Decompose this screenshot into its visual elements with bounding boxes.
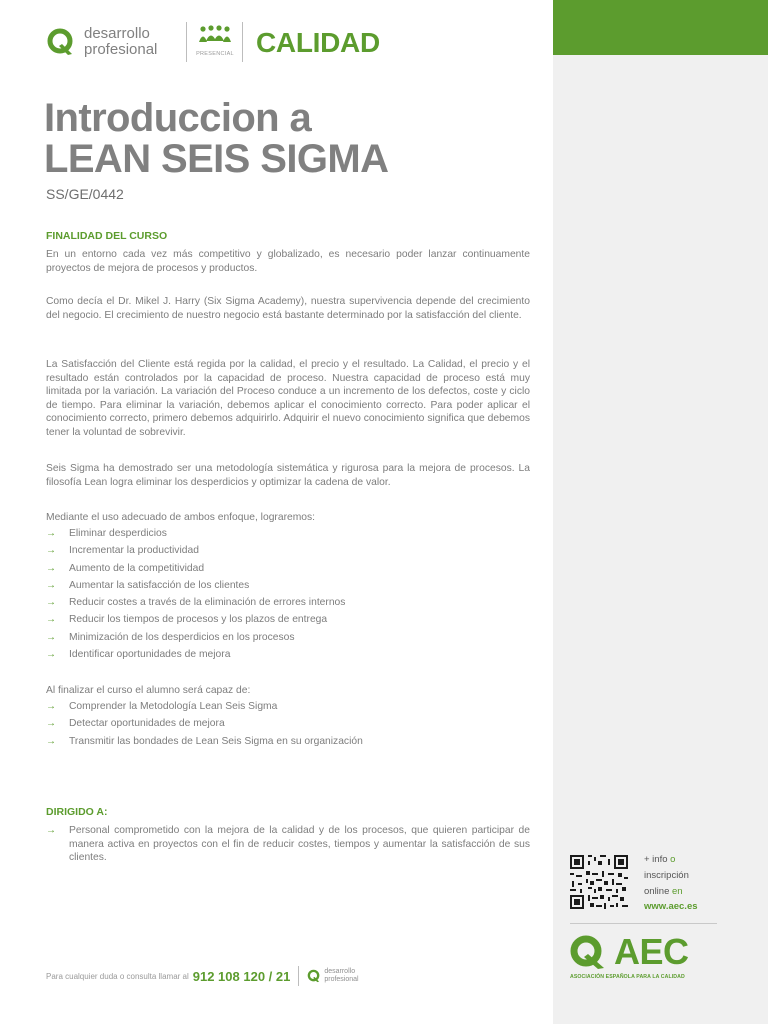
arrow-right-icon: → [46, 825, 56, 836]
q-logo-icon [46, 27, 76, 57]
people-group-icon [197, 24, 233, 44]
finalidad-paragraph: La Satisfacción del Cliente está regida por la calidad, el precio y el resultado. La Calidad, el precio y el resultado están controlados por la capacidad de proceso. Nuestra capacidad de proceso está muy limitada por la variación. La variación del Proceso conduce a un incremento de los defectos, coste y ciclo de tiempo. Para eliminar la variación, debemos aplicar el conocimiento correcto. Para poder aplicar el conocimiento correcto, primero debemos adquirirlo. Adquirir el nuevo conocimiento significa que debemos tener la voluntad de sobrevivir. [46, 359, 530, 438]
list-item: → Reducir los tiempos de procesos y los plazos de entrega [46, 611, 530, 628]
list-item: → Aumento de la competitividad [46, 560, 530, 577]
sidebar-divider [570, 923, 717, 924]
header-divider [242, 22, 243, 62]
outcomes-intro: Al finalizar el curso el alumno será capaz de: [46, 685, 251, 696]
arrow-right-icon: → [46, 735, 56, 747]
arrow-right-icon: → [46, 649, 56, 661]
arrow-right-icon: → [46, 701, 56, 712]
goals-intro: Mediante el uso adecuado de ambos enfoque, lograremos: [46, 512, 316, 523]
modality-badge [190, 24, 240, 57]
list-item: → Comprender la Metodología Lean Seis Sigma [46, 698, 530, 715]
footer [46, 966, 359, 986]
footer-phone[interactable]: 912 108 120 / 21 [192, 968, 291, 984]
finalidad-paragraph: Como decía el Dr. Mikel J. Harry (Six Sigma Academy), nuestra supervivencia depende del crecimiento del negocio. El crecimiento de nuestro negocio está bastante determinado por la satisfacción del cliente. [46, 296, 530, 321]
course-title [44, 98, 388, 180]
website-link[interactable]: www.aec.es [644, 901, 698, 913]
list-item: → Transmitir las bondades de Lean Seis Sigma en su organización [46, 733, 530, 750]
brand-line-2: profesional [84, 41, 158, 58]
info-plus: + info [644, 854, 668, 865]
footer-contact-text: Para cualquier duda o consulta llamar al [46, 971, 189, 981]
list-item: → Eliminar desperdicios [46, 525, 530, 542]
arrow-right-icon: → [46, 545, 56, 557]
course-title-line-1: Introduccion a [44, 96, 312, 140]
dirigido-heading: DIRIGIDO A: [46, 806, 108, 818]
arrow-right-icon: → [46, 579, 56, 591]
course-title-line-2: LEAN SEIS SIGMA [44, 137, 389, 181]
modality-label: PRESENCIAL [196, 51, 234, 57]
sidebar-accent-bar [553, 0, 768, 55]
info-o: o [667, 854, 676, 865]
brand-line-1: desarrollo [84, 25, 150, 42]
course-code: SS/GE/0442 [46, 186, 124, 202]
list-item: → Aumentar la satisfacción de los clientes [46, 577, 530, 594]
info-inscripcion: inscripción [644, 869, 689, 881]
aec-wordmark: AEC [614, 931, 689, 972]
footer-logo-line-2: profesional [324, 976, 359, 983]
footer-logo-line-1: desarrollo [324, 968, 356, 975]
list-item: → Personal comprometido con la mejora de la calidad y de los procesos, que quieren participar de manera activa en proyectos con el fin de reducir costes, tiempos y aumentar la satisfacción de sus clientes. [46, 825, 530, 863]
category-title: CALIDAD [256, 27, 380, 58]
q-logo-icon [307, 969, 321, 983]
header-divider [186, 22, 187, 62]
arrow-right-icon: → [46, 597, 56, 609]
arrow-right-icon: → [46, 718, 56, 730]
list-item: → Incrementar la productividad [46, 542, 530, 559]
list-item: → Minimización de los desperdicios en los procesos [46, 629, 530, 646]
list-item: → Reducir costes a través de la eliminación de errores internos [46, 594, 530, 611]
dirigido-list [46, 824, 530, 865]
finalidad-paragraph: Seis Sigma ha demostrado ser una metodología sistemática y rigurosa para la mejora de procesos. La filosofía Lean logra eliminar los desperdicios y optimizar la cadena de valor. [46, 463, 530, 488]
arrow-right-icon: → [46, 528, 56, 539]
list-item: → Identificar oportunidades de mejora [46, 646, 530, 663]
footer-logo [307, 968, 358, 984]
q-logo-icon [568, 934, 608, 970]
finalidad-paragraph: En un entorno cada vez más competitivo y globalizado, es necesario poder lanzar continuamente proyectos de mejora de procesos y productos. [46, 249, 530, 274]
qr-code-icon[interactable] [570, 855, 628, 909]
info-block [644, 852, 698, 915]
list-item: → Detectar oportunidades de mejora [46, 715, 530, 732]
arrow-right-icon: → [46, 614, 56, 626]
goals-list [46, 525, 530, 663]
info-en: en [669, 885, 683, 897]
outcomes-list [46, 698, 530, 750]
info-online: online [644, 885, 670, 897]
aec-logo [568, 931, 689, 972]
brand-text [84, 26, 157, 58]
brand-logo [46, 26, 157, 58]
arrow-right-icon: → [46, 631, 56, 643]
aec-full-name: ASOCIACIÓN ESPAÑOLA PARA LA CALIDAD [570, 974, 685, 980]
footer-divider [298, 966, 299, 986]
finalidad-heading: FINALIDAD DEL CURSO [46, 230, 168, 242]
arrow-right-icon: → [46, 562, 56, 574]
